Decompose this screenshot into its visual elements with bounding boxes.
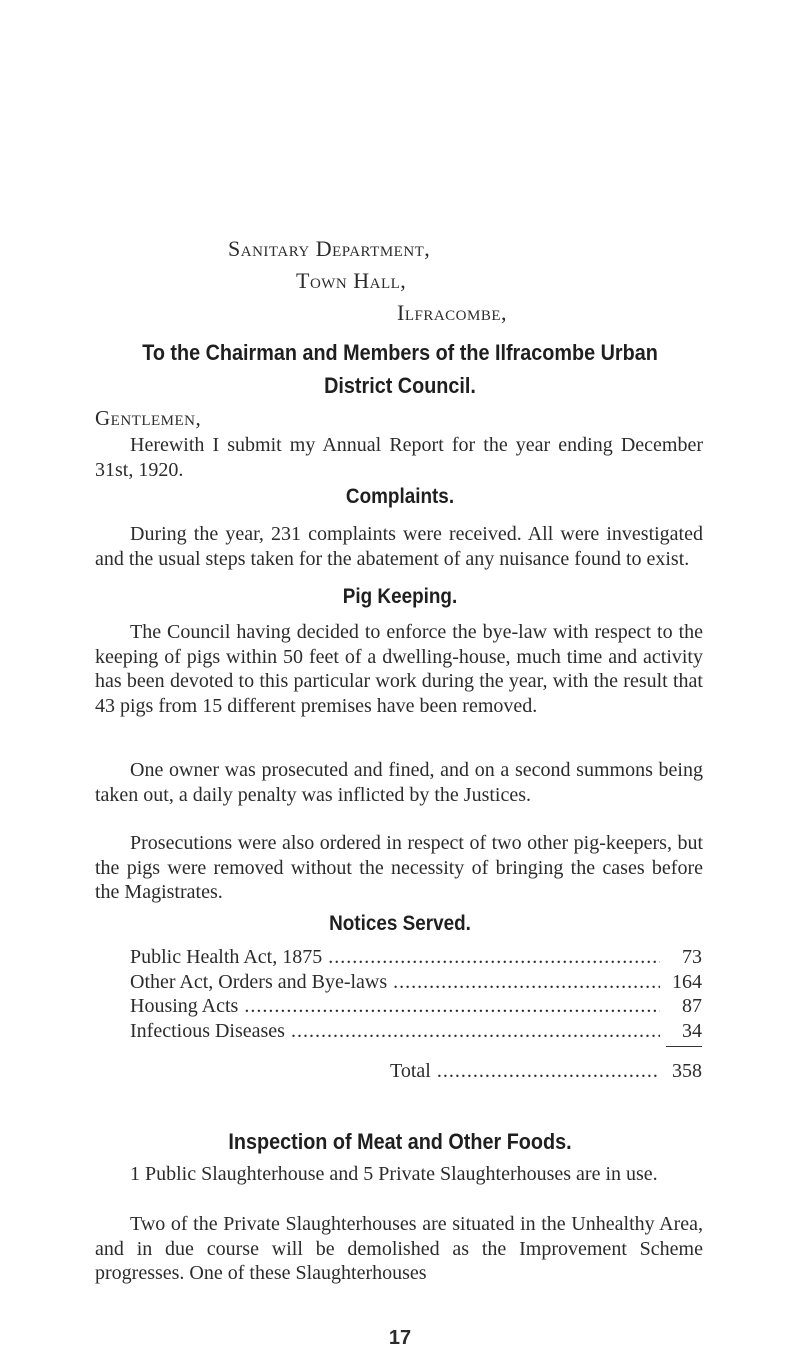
notice-count: 73 — [682, 946, 702, 968]
total-rule — [666, 1046, 702, 1047]
inspection-paragraph: 1 Public Slaughterhouse and 5 Private Slaughterhouses are in use. — [130, 1163, 658, 1185]
page-number: 17 — [388, 1327, 412, 1349]
inspection-heading: Inspection of Meat and Other Foods. — [228, 1129, 572, 1154]
notices-list — [130, 945, 702, 1043]
notice-count: 34 — [682, 1019, 702, 1042]
notice-row — [130, 945, 702, 970]
complaints-heading: Complaints. — [345, 485, 455, 508]
intro-paragraph: Herewith I submit my Annual Report for the year ending December 31st, 1920. — [95, 434, 703, 481]
salutation: Gentlemen, — [95, 406, 202, 430]
notice-label: Housing Acts — [130, 995, 239, 1017]
notice-row — [130, 970, 702, 995]
leader-dots — [244, 994, 660, 1019]
notice-count: 87 — [682, 995, 702, 1017]
complaints-paragraph: During the year, 231 complaints were received. All were investigated and the usual steps taken for the abatement of any nuisance found to exist. — [95, 523, 703, 570]
notices-total-row — [390, 1060, 702, 1083]
pig-keeping-paragraph: The Council having decided to enforce the bye-law with respect to the keeping of pigs within 50 feet of a dwelling-house, much time and activity has been devoted to this particular work during the year, with the result that 43 pigs from 15 different premises have been removed. — [95, 621, 703, 717]
leader-dots — [328, 945, 660, 970]
notices-heading: Notices Served. — [329, 912, 471, 935]
notice-label: Public Health Act, 1875 — [130, 946, 323, 968]
address-line-department: Sanitary Department, — [228, 236, 431, 261]
total-label: Total — [390, 1060, 431, 1082]
addressee-heading-continued: District Council. — [324, 373, 476, 398]
notice-label: Infectious Diseases — [130, 1019, 285, 1042]
total-count: 358 — [672, 1060, 702, 1082]
address-line-town-hall: Town Hall, — [296, 268, 407, 293]
leader-dots — [393, 970, 660, 995]
inspection-paragraph: Two of the Private Slaughterhouses are situated in the Unhealthy Area, and in due course will be demolished as the Improvement Scheme progresses. One of these Slaughterhouses — [95, 1213, 703, 1284]
notice-row — [130, 994, 702, 1019]
addressee-heading: To the Chairman and Members of the Ilfracombe Urban — [142, 340, 658, 365]
leader-dots — [291, 1019, 660, 1044]
pig-keeping-paragraph: One owner was prosecuted and fined, and on a second summons being taken out, a daily penalty was inflicted by the Justices. — [95, 759, 703, 806]
notice-count: 164 — [672, 970, 702, 993]
address-line-town: Ilfracombe, — [397, 300, 508, 325]
pig-keeping-heading: Pig Keeping. — [342, 585, 458, 608]
pig-keeping-paragraph: Prosecutions were also ordered in respect of two other pig-keepers, but the pigs were removed without the necessity of bringing the cases before the Magistrates. — [95, 832, 703, 903]
notice-label: Other Act, Orders and Bye-laws — [130, 970, 388, 993]
notice-row — [130, 1019, 702, 1044]
leader-dots — [437, 1060, 660, 1083]
